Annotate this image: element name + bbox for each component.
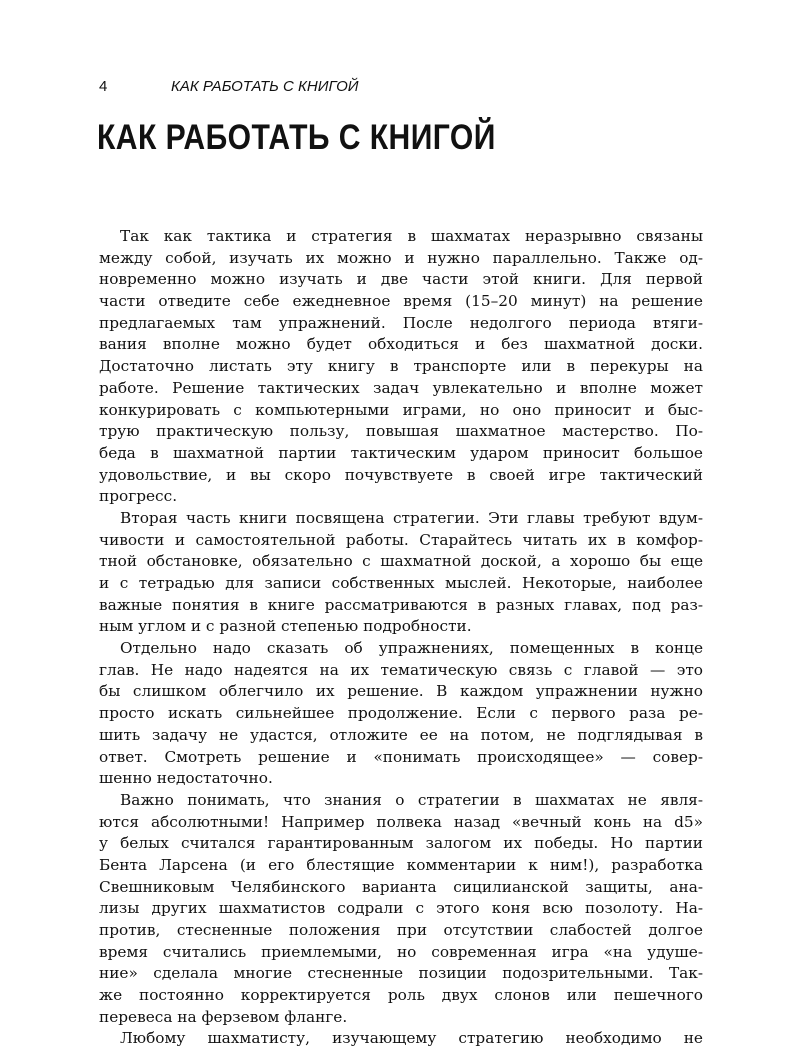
text-line: Бента Ларсена (и его блестящие комментарии к ним!), разработка [99, 855, 703, 874]
text-line: чивости и самостоятельной работы. Старайтесь читать их в комфор- [99, 530, 703, 549]
text-line: шить задачу не удастся, отложите ее на потом, не подглядывая в [99, 725, 703, 744]
text-line: части отведите себе ежедневное время (15–20 минут) на решение [99, 292, 703, 311]
text-line: Любому шахматисту, изучающему стратегию необходимо не [120, 1029, 703, 1048]
text-line: перевеса на ферзевом фланге. [99, 1007, 348, 1026]
running-header: КАК РАБОТАТЬ С КНИГОЙ [171, 78, 359, 95]
text-line: между собой, изучать их можно и нужно параллельно. Также од- [99, 248, 703, 267]
text-line: ются абсолютными! Например полвека назад «вечный конь на d5» [99, 812, 703, 831]
text-line: ние» сделала многие стесненные позиции подозрительными. Так- [99, 964, 703, 983]
text-line: же постоянно корректируется роль двух слонов или пешечного [99, 986, 703, 1005]
text-line: трую практическую пользу, повышая шахматное мастерство. По- [99, 422, 703, 441]
body-text [99, 226, 703, 1050]
text-line: у белых считался гарантированным залогом их победы. Но партии [99, 834, 703, 853]
text-line: лизы других шахматистов содрали с этого коня всю позолоту. На- [99, 899, 703, 918]
chapter-title: КАК РАБОТАТЬ С КНИГОЙ [97, 118, 496, 157]
text-line: конкурировать с компьютерными играми, но оно приносит и быс- [99, 400, 703, 419]
text-line: Отдельно надо сказать об упражнениях, помещенных в конце [120, 639, 703, 658]
text-line: важные понятия в книге рассматриваются в разных главах, под раз- [99, 595, 703, 614]
paragraph [99, 226, 703, 508]
page-number: 4 [99, 78, 108, 95]
text-line: новременно можно изучать и две части этой книги. Для первой [99, 270, 703, 289]
text-line: предлагаемых там упражнений. После недолгого периода втяги- [99, 313, 703, 332]
text-line: вания вполне можно будет обходиться и без шахматной доски. [99, 335, 703, 354]
text-line: против, стесненные положения при отсутствии слабостей долгое [99, 921, 703, 939]
text-line: просто искать сильнейшее продолжение. Если с первого раза ре- [99, 704, 703, 723]
text-line: Вторая часть книги посвящена стратегии. Эти главы требуют вдум- [120, 508, 703, 527]
paragraph [99, 508, 703, 638]
paragraph [99, 790, 703, 1029]
paragraph [99, 638, 703, 790]
text-line: шенно недостаточно. [99, 769, 273, 788]
text-line: время считались приемлемыми, но современная игра «на удуше- [99, 942, 703, 961]
text-line: беда в шахматной партии тактическим ударом приносит большое [99, 443, 703, 462]
text-line: ным углом и с разной степенью подробности. [99, 617, 472, 636]
text-line: ответ. Смотреть решение и «понимать происходящее» — совер- [99, 747, 703, 766]
text-line: работе. Решение тактических задач увлекательно и вполне может [99, 378, 703, 397]
text-line: удовольствие, и вы скоро почувствуете в своей игре тактический [99, 465, 703, 484]
text-line: глав. Не надо надеятся на их тематическую связь с главой — это [99, 660, 703, 679]
paragraph [99, 1028, 703, 1050]
text-line: прогресс. [99, 487, 178, 506]
text-line: Достаточно листать эту книгу в транспорте или в перекуры на [99, 357, 703, 376]
text-line: тной обстановке, обязательно с шахматной доской, а хорошо бы еще [99, 552, 703, 571]
text-line: Так как тактика и стратегия в шахматах неразрывно связаны [120, 227, 703, 245]
text-line: бы слишком облегчило их решение. В каждом упражнении нужно [99, 682, 703, 701]
text-line: Свешниковым Челябинского варианта сицилианской защиты, ана- [99, 877, 703, 896]
text-line: и с тетрадью для записи собственных мыслей. Некоторые, наиболее [99, 574, 703, 592]
text-line: Важно понимать, что знания о стратегии в шахматах не явля- [120, 790, 703, 809]
